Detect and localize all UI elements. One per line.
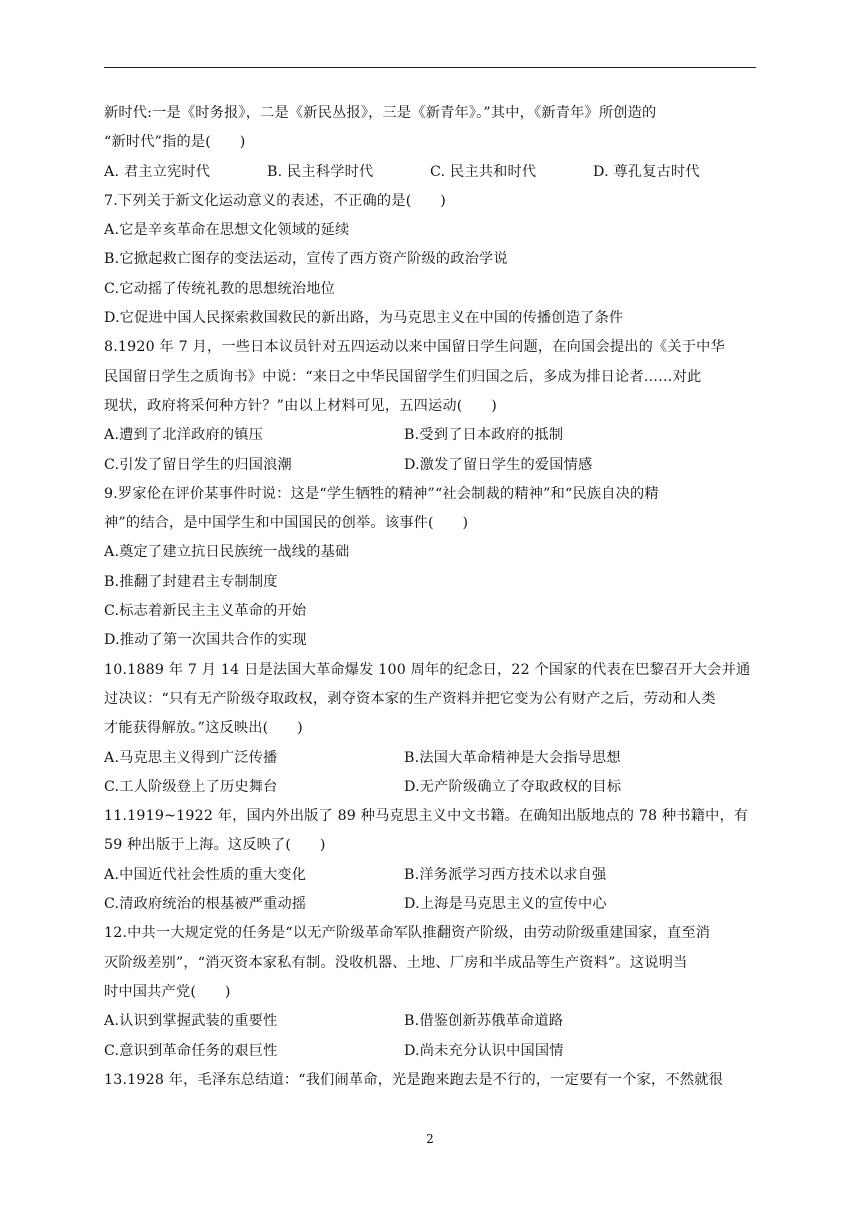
text-line: 59 种出版于上海。这反映了( ) <box>104 837 326 854</box>
text-line: 12.中共一大规定党的任务是“以无产阶级革命军队推翻资产阶级，由劳动阶级重建国家，直至消 <box>104 925 711 942</box>
text-line: 民国留日学生之质询书》中说：“来日之中华民国留学生们归国之后，多成为排日论者……对此 <box>104 368 702 385</box>
answer-option: D.无产阶级确立了夺取政权的目标 <box>404 778 622 795</box>
answer-option: A.遭到了北洋政府的镇压 <box>104 427 264 444</box>
text-line: 才能获得解放。”这反映出( ) <box>104 720 303 737</box>
text-line: B.它掀起救亡图存的变法运动，宣传了西方资产阶级的政治学说 <box>104 251 508 268</box>
options-row <box>104 773 756 802</box>
answer-option: A. 君主立宪时代 <box>104 163 211 180</box>
text-line: 10.1889 年 7 月 14 日是法国大革命爆发 100 周年的纪念日，22 个国家的代表在巴黎召开大会并通 <box>104 661 751 678</box>
text-line: 时中国共产党( ) <box>104 983 231 1000</box>
document-body <box>104 99 756 1095</box>
text-line: 神”的结合，是中国学生和中国国民的创举。该事件( ) <box>104 515 469 532</box>
answer-option: D.激发了留日学生的爱国情感 <box>404 456 593 473</box>
options-row <box>104 1007 756 1036</box>
text-line: C.标志着新民主主义革命的开始 <box>104 603 307 620</box>
answer-option: B.受到了日本政府的抵制 <box>404 427 564 444</box>
options-row <box>104 890 756 919</box>
text-line: 9.罗家伦在评价某事件时说：这是“学生牺牲的精神”“社会制裁的精神”和“民族自决的精 <box>104 485 659 502</box>
answer-option: A.认识到掌握武装的重要性 <box>104 1013 278 1030</box>
answer-option: A.中国近代社会性质的重大变化 <box>104 866 307 883</box>
text-line: 新时代:一是《时务报》，二是《新民丛报》，三是《新青年》。”其中，《新青年》所创造的 <box>104 105 657 121</box>
options-row <box>104 451 756 480</box>
text-line: “新时代”指的是( ) <box>104 134 246 151</box>
text-line: 过决议：“只有无产阶级夺取政权，剥夺资本家的生产资料并把它变为公有财产之后，劳动和人类 <box>104 690 716 707</box>
text-line: 11.1919~1922 年，国内外出版了 89 种马克思主义中文书籍。在确知出版地点的 78 种书籍中，有 <box>104 808 749 825</box>
answer-option: B.借鉴创新苏俄革命道路 <box>404 1013 564 1030</box>
options-row <box>104 158 756 187</box>
answer-option: A.马克思主义得到广泛传播 <box>104 749 278 766</box>
text-line: 现状，政府将采何种方针？”由以上材料可见，五四运动( ) <box>104 397 498 414</box>
answer-option: C.工人阶级登上了历史舞台 <box>104 778 278 795</box>
text-line: 13.1928 年，毛泽东总结道：“我们闹革命，光是跑来跑去是不行的，一定要有一个家，不然就很 <box>104 1071 723 1088</box>
text-line: A.奠定了建立抗日民族统一战线的基础 <box>104 544 350 561</box>
header-rule <box>104 67 756 68</box>
text-line: B.推翻了封建君主专制制度 <box>104 573 278 590</box>
text-line: C.它动摇了传统礼教的思想统治地位 <box>104 280 336 297</box>
text-line: D.推动了第一次国共合作的实现 <box>104 632 307 649</box>
options-row <box>104 861 756 890</box>
answer-option: B. 民主科学时代 <box>267 163 374 180</box>
text-line: A.它是辛亥革命在思想文化领域的延续 <box>104 222 350 239</box>
answer-option: C.引发了留日学生的归国浪潮 <box>104 456 292 473</box>
options-row <box>104 421 756 450</box>
answer-option: D.尚未充分认识中国国情 <box>404 1042 564 1059</box>
text-line: 7.下列关于新文化运动意义的表述，不正确的是( ) <box>104 192 446 209</box>
options-row <box>104 744 756 773</box>
text-line: 灭阶级差别”，“消灭资本家私有制。没收机器、土地、厂房和半成品等生产资料”。这说明当 <box>104 954 688 971</box>
answer-option: C.清政府统治的根基被严重动摇 <box>104 896 307 913</box>
options-row <box>104 1037 756 1066</box>
text-line: 8.1920 年 7 月，一些日本议员针对五四运动以来中国留日学生问题，在向国会提出的《关于中华 <box>104 339 725 356</box>
text-line: D.它促进中国人民探索救国救民的新出路，为马克思主义在中国的传播创造了条件 <box>104 310 624 327</box>
answer-option: B.洋务派学习西方技术以求自强 <box>404 866 607 883</box>
answer-option: B.法国大革命精神是大会指导思想 <box>404 749 621 766</box>
answer-option: C. 民主共和时代 <box>430 163 537 180</box>
answer-option: D.上海是马克思主义的宣传中心 <box>404 896 607 913</box>
answer-option: D. 尊孔复古时代 <box>593 163 700 180</box>
answer-option: C.意识到革命任务的艰巨性 <box>104 1042 278 1059</box>
page-number: 2 <box>426 1132 434 1146</box>
